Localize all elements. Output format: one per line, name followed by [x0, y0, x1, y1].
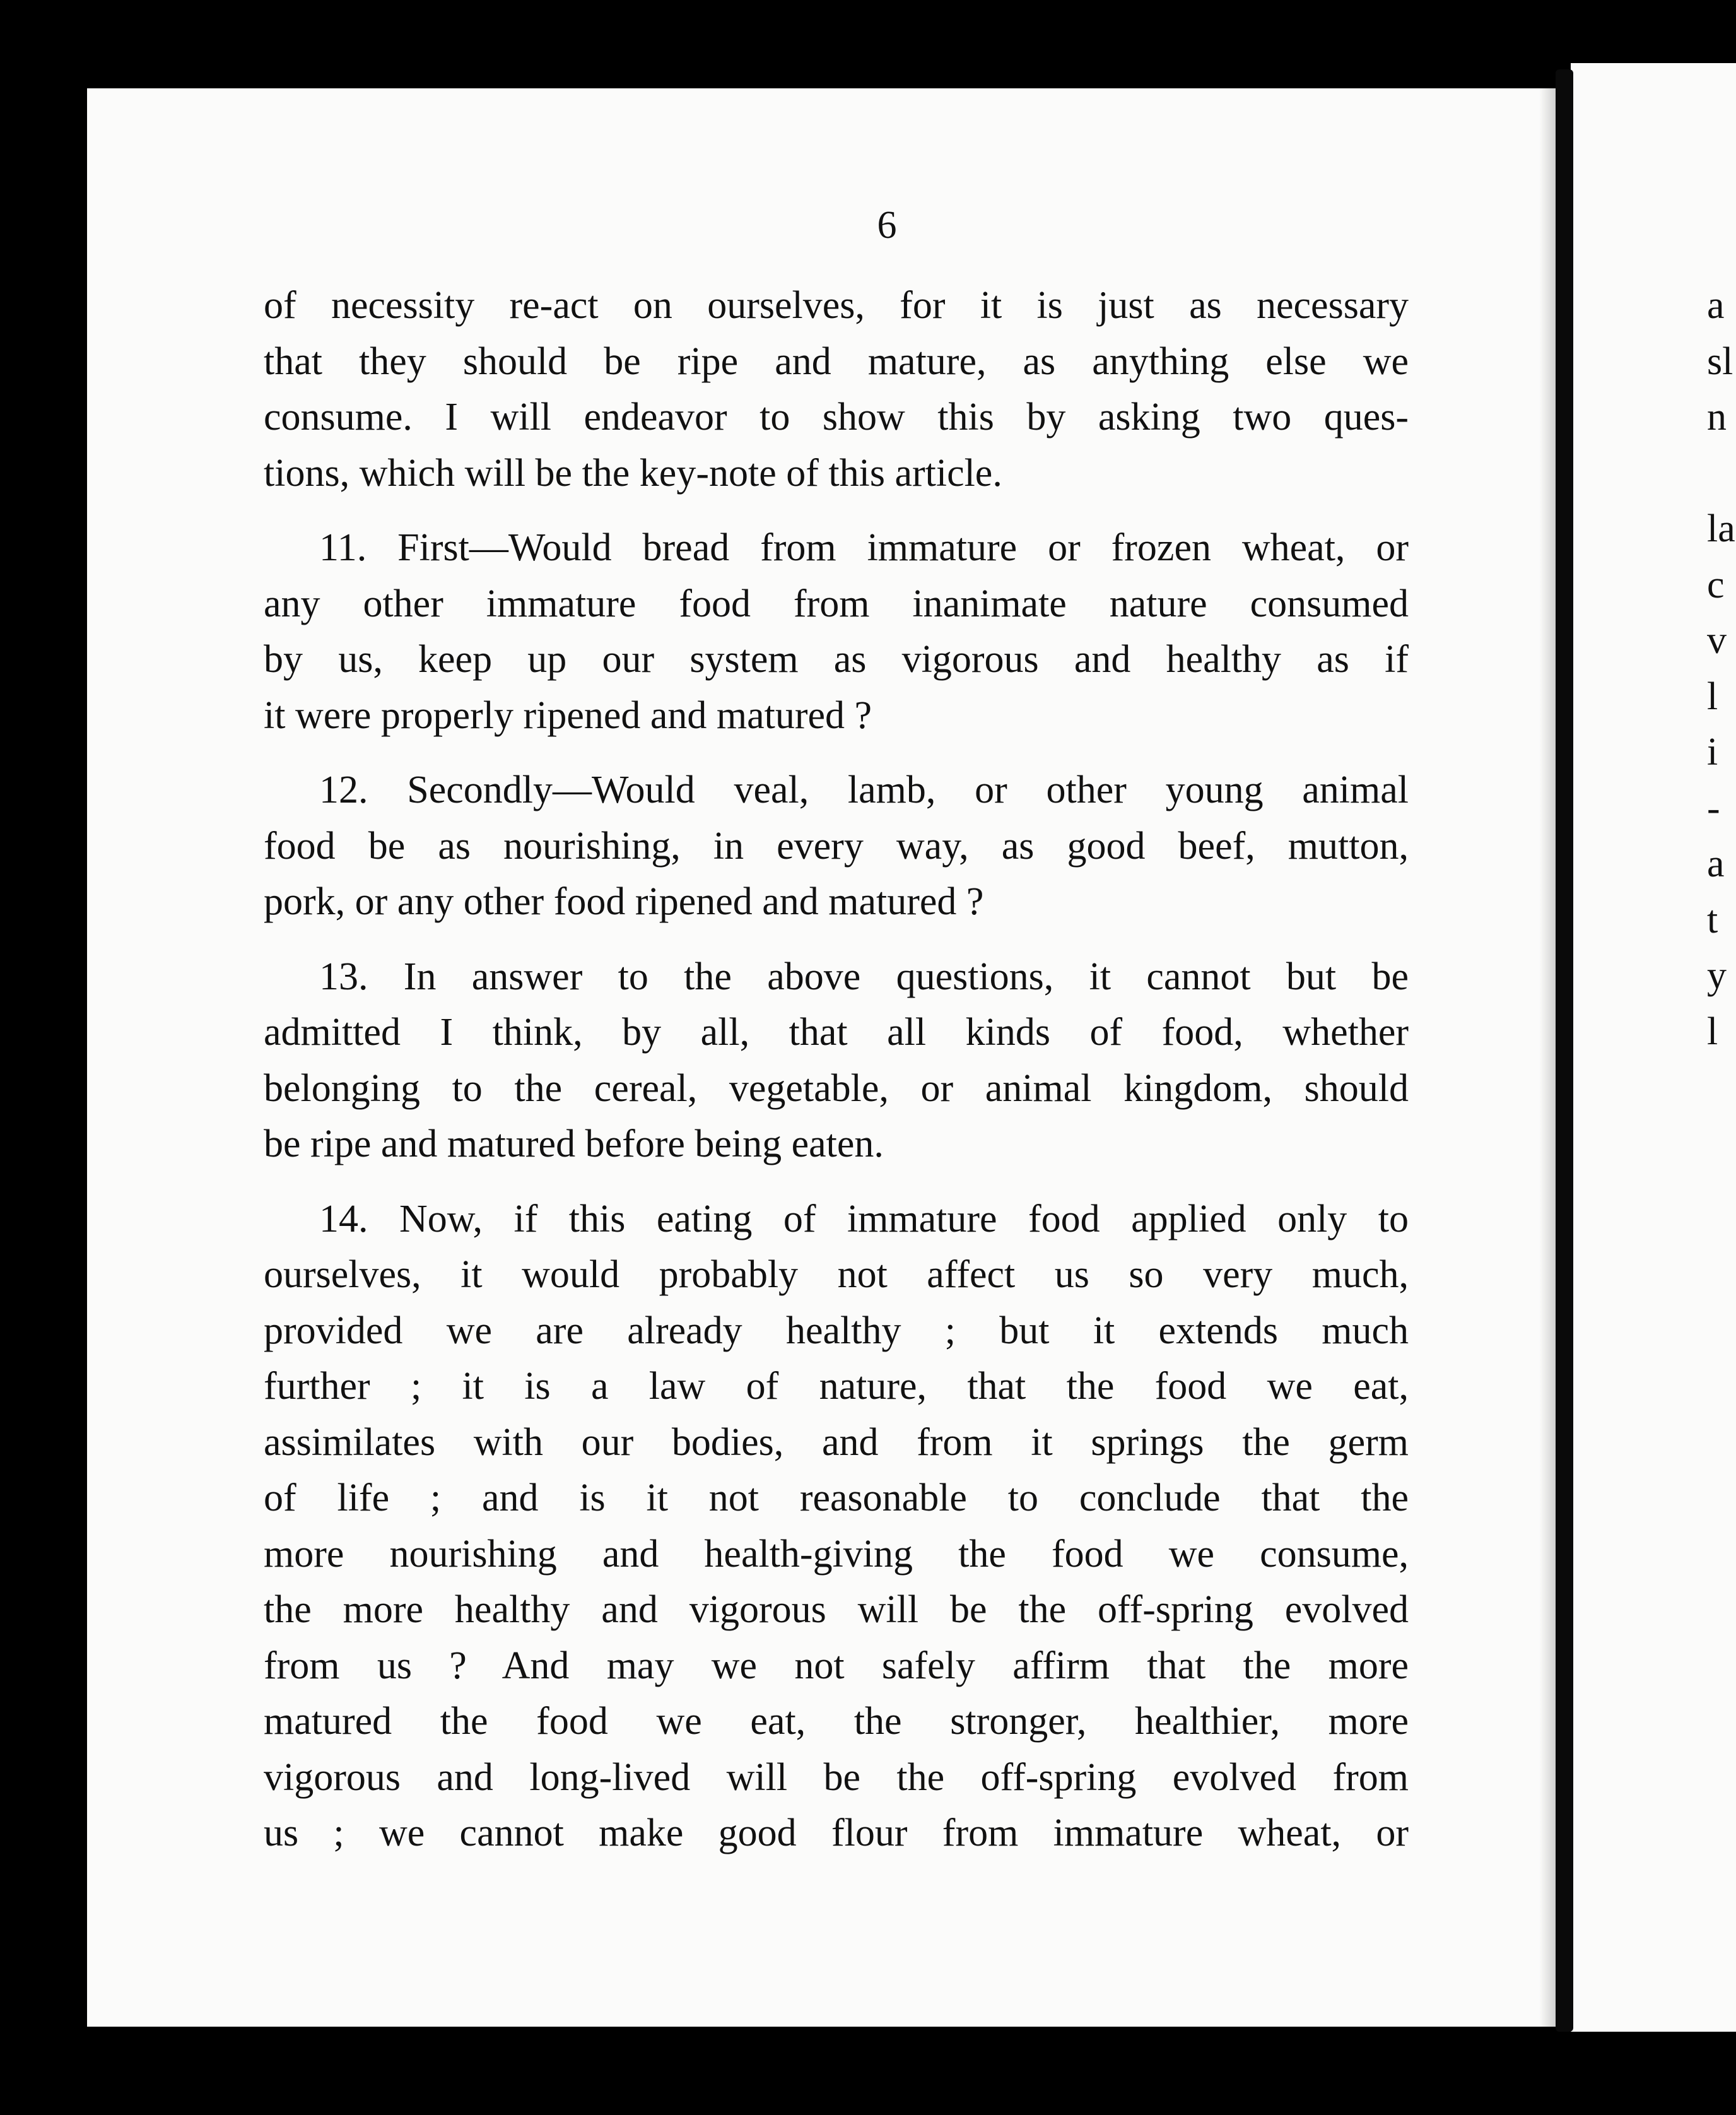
facing-fragment: a [1707, 842, 1725, 885]
page-number: 6 [877, 204, 897, 247]
text-line: more nourishing and health-giving the food we consume, [264, 1532, 1409, 1576]
facing-fragment: l [1707, 675, 1718, 718]
facing-fragment: y [1707, 954, 1727, 997]
facing-fragment: c [1707, 563, 1725, 606]
facing-fragment: la [1707, 507, 1735, 550]
facing-fragment: v [1707, 619, 1727, 662]
facing-fragment [1707, 445, 1736, 502]
text-line: vigorous and long-lived will be the off-spring evolved from [264, 1755, 1409, 1799]
text-line: belonging to the cereal, vegetable, or animal kingdom, should [264, 1066, 1409, 1110]
text-line: food be as nourishing, in every way, as good beef, mutton, [264, 824, 1409, 868]
text-column [264, 278, 1409, 1861]
facing-fragment: n [1707, 396, 1727, 439]
book-spine [1556, 69, 1573, 2032]
text-line: any other immature food from inanimate nature consumed [264, 582, 1409, 625]
text-line: 11. First—Would bread from immature or frozen wheat, or [319, 526, 1409, 569]
text-line: be ripe and matured before being eaten. [264, 1122, 884, 1165]
text-line: 14. Now, if this eating of immature food applied only to [319, 1197, 1409, 1240]
facing-fragment: i [1707, 731, 1718, 774]
text-line: pork, or any other food ripened and matured ? [264, 880, 984, 923]
text-line: it were properly ripened and matured ? [264, 693, 872, 737]
text-line: the more healthy and vigorous will be the off-spring evolved [264, 1588, 1409, 1631]
text-line: admitted I think, by all, that all kinds of food, whether [264, 1011, 1409, 1054]
text-line: from us ? And may we not safely affirm that the more [264, 1644, 1409, 1687]
facing-fragment: - [1707, 786, 1720, 830]
text-line: by us, keep up our system as vigorous and healthy as if [264, 638, 1409, 681]
facing-fragment: t [1707, 898, 1718, 941]
facing-page-text [1707, 278, 1736, 1059]
text-line: tions, which will be the key-note of this article. [264, 451, 1002, 495]
text-line: consume. I will endeavor to show this by asking two ques- [264, 396, 1409, 439]
paragraph-13 [264, 949, 1409, 1172]
text-line: 13. In answer to the above questions, it cannot but be [319, 955, 1409, 998]
facing-fragment: l [1707, 1010, 1718, 1053]
text-line: of life ; and is it not reasonable to conclude that the [264, 1476, 1409, 1519]
text-line: us ; we cannot make good flour from immature wheat, or [264, 1812, 1409, 1854]
paragraph-12 [264, 762, 1409, 930]
text-line: of necessity re-act on ourselves, for it is just as necessary [264, 284, 1409, 327]
text-line: provided we are already healthy ; but it extends much [264, 1309, 1409, 1352]
paragraph-14 [264, 1191, 1409, 1861]
text-line: that they should be ripe and mature, as anything else we [264, 339, 1409, 383]
facing-fragment: a [1707, 284, 1725, 327]
paragraph-11 [264, 520, 1409, 743]
text-line: assimilates with our bodies, and from it springs the germ [264, 1420, 1409, 1464]
text-line: matured the food we eat, the stronger, healthier, more [264, 1700, 1409, 1743]
text-line: 12. Secondly—Would veal, lamb, or other young animal [319, 769, 1409, 811]
paragraph-intro [264, 278, 1409, 501]
text-line: ourselves, it would probably not affect us so very much, [264, 1253, 1409, 1296]
facing-fragment: sl [1707, 339, 1733, 383]
text-line: further ; it is a law of nature, that the food we eat, [264, 1365, 1409, 1408]
